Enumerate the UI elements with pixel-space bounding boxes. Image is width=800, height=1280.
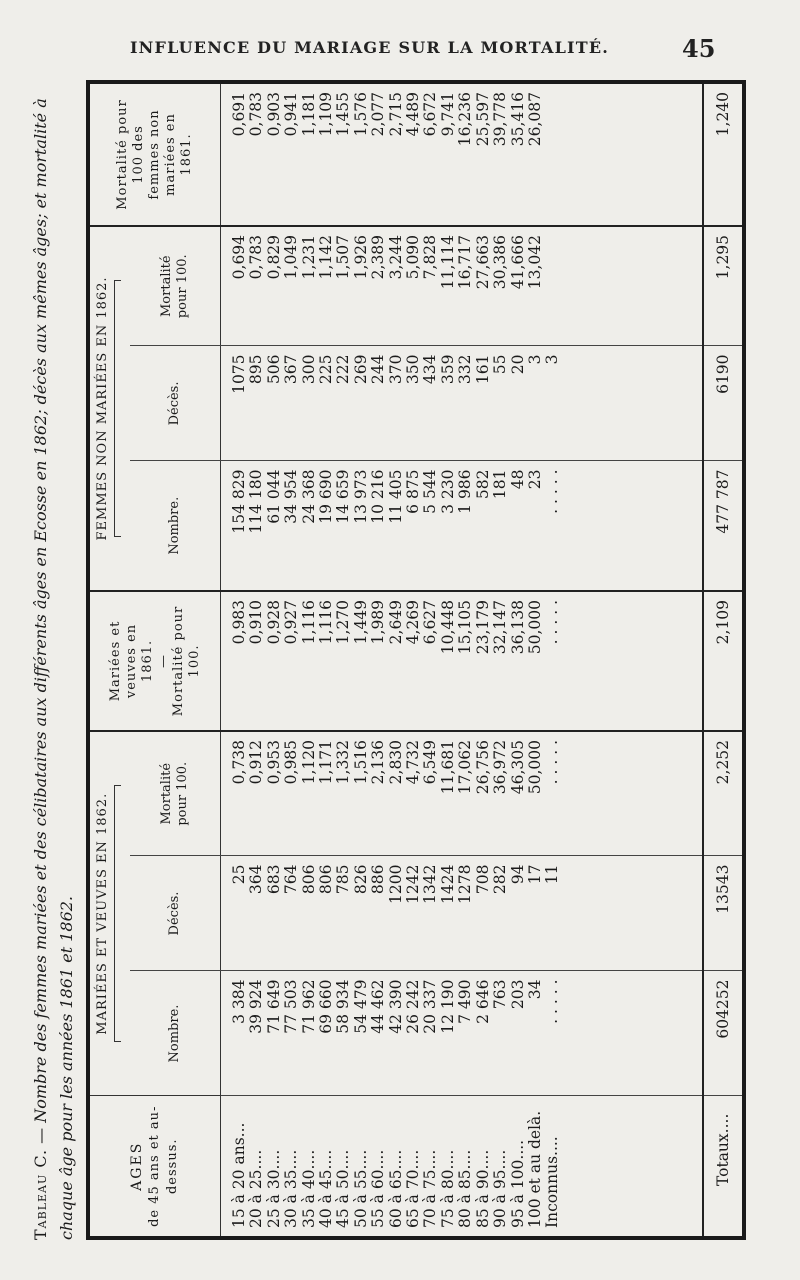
table-body-row	[221, 84, 704, 1236]
rotated-table-block	[28, 80, 753, 1240]
married-mortalite-values: 0,738 0,912 0,953 0,985 1,120 1,171 1,332 1,516 2,136 2,830 4,732 6,549 11,681 17,062 26,756 36,972 46,305 50,000 . . . . .	[221, 731, 704, 856]
totals-label: Totaux....	[703, 1096, 742, 1236]
totals-unmarried-nombre: 477 787	[703, 461, 742, 591]
caption-dash: —	[31, 1127, 50, 1144]
page-header	[0, 34, 800, 68]
married-nombre-header: Nombre.	[130, 971, 221, 1096]
totals-married-1861: 2,109	[703, 591, 742, 731]
totals-married-nombre: 604252	[703, 971, 742, 1096]
married-1861-dash: —	[155, 653, 171, 668]
married-1861-header	[90, 591, 221, 731]
table-caption	[28, 80, 88, 1240]
unmarried-group-title: FEMMES NON MARIÉES EN 1862.	[95, 276, 110, 541]
unmarried-1861-mortalite-values: 0,691 0,783 0,903 0,941 1,181 1,109 1,455 1,576 2,077 2,715 4,489 6,672 9,741 16,236 25,597 39,778 35,416 26,087	[221, 84, 704, 226]
totals-unmarried-deces: 6190	[703, 346, 742, 461]
married-brace	[114, 786, 121, 1042]
married-1861-mortalite-values: 0,983 0,910 0,928 0,927 1,116 1,116 1,270 1,449 1,989 2,649 4,269 6,627 10,448 15,105 23,179 32,147 36,138 50,000 . . . . .	[221, 591, 704, 731]
caption-text: Nombre des femmes mariées et des célibataires aux différents âges en Ecosse en 1862; décès aux mêmes âges; et mortalité à chaque âge pour les années 1861 et 1862.	[31, 98, 76, 1240]
unmarried-1861-header	[90, 84, 221, 226]
unmarried-mortalite-values: 0,694 0,783 0,829 1,049 1,231 1,142 1,507 1,926 2,389 3,244 5,090 7,828 11,114 16,717 27,663 30,386 41,666 13,042	[221, 226, 704, 346]
married-deces-header: Décès.	[130, 856, 221, 971]
married-nombre-values: 3 384 39 924 71 649 77 503 71 962 69 660 58 934 54 479 44 462 42 390 26 242 20 337 12 190 7 490 2 646 763 203 34 . . . . .	[221, 971, 704, 1096]
unmarried-deces-header: Décès.	[130, 346, 221, 461]
unmarried-group-header	[90, 226, 130, 591]
unmarried-mortalite-header: Mortalité pour 100.	[130, 226, 221, 346]
mortality-table	[86, 80, 746, 1240]
age-column-header	[90, 1096, 221, 1236]
caption-label: Tableau C.	[31, 1148, 50, 1240]
age-header-title: AGES	[129, 1141, 145, 1191]
totals-unmarried-1861: 1,240	[703, 84, 742, 226]
unmarried-brace	[114, 280, 121, 536]
married-1861-title: Mariées et veuves en 1861.	[107, 620, 155, 702]
page-number: 45	[682, 34, 716, 63]
totals-row	[703, 84, 742, 1236]
running-title: INFLUENCE DU MARIAGE SUR LA MORTALITÉ.	[130, 38, 609, 57]
totals-married-deces: 13543	[703, 856, 742, 971]
age-header-subtitle: de 45 ans et au-dessus.	[147, 1105, 180, 1227]
unmarried-1861-title: Mortalité pour 100 des femmes non mariées en 1861.	[115, 99, 194, 210]
married-mortalite-header: Mortalité pour 100.	[130, 731, 221, 856]
unmarried-nombre-header: Nombre.	[130, 461, 221, 591]
married-1861-subhead: Mortalité pour 100.	[170, 605, 202, 717]
totals-unmarried-mortalite: 1,295	[703, 226, 742, 346]
married-group-title: MARIÉES ET VEUVES EN 1862.	[95, 792, 110, 1035]
age-ranges: 15 à 20 ans... 20 à 25.... 25 à 30.... 30 à 35.... 35 à 40.... 40 à 45.... 45 à 50.... 50 à 55.... 55 à 60.... 60 à 65.... 65 à 70.... 70 à 75.... 75 à 80.... 80 à 85.... 85 à 90.... 90 à 95.... 95 à 100.... 100 et au delà. Inconnus....	[221, 1096, 704, 1236]
married-deces-values: 25 364 683 764 806 806 785 826 886 1200 1242 1342 1424 1278 708 282 94 17 11	[221, 856, 704, 971]
unmarried-deces-values: 1075 895 506 367 300 225 222 269 244 370 350 434 359 332 161 55 20 3 3	[221, 346, 704, 461]
married-group-header	[90, 731, 130, 1096]
totals-married-mortalite: 2,252	[703, 731, 742, 856]
unmarried-nombre-values: 154 829 114 180 61 044 34 954 24 368 19 690 14 659 13 973 10 216 11 405 6 875 5 544 3 230 1 986 582 181 48 23 . . . . .	[221, 461, 704, 591]
